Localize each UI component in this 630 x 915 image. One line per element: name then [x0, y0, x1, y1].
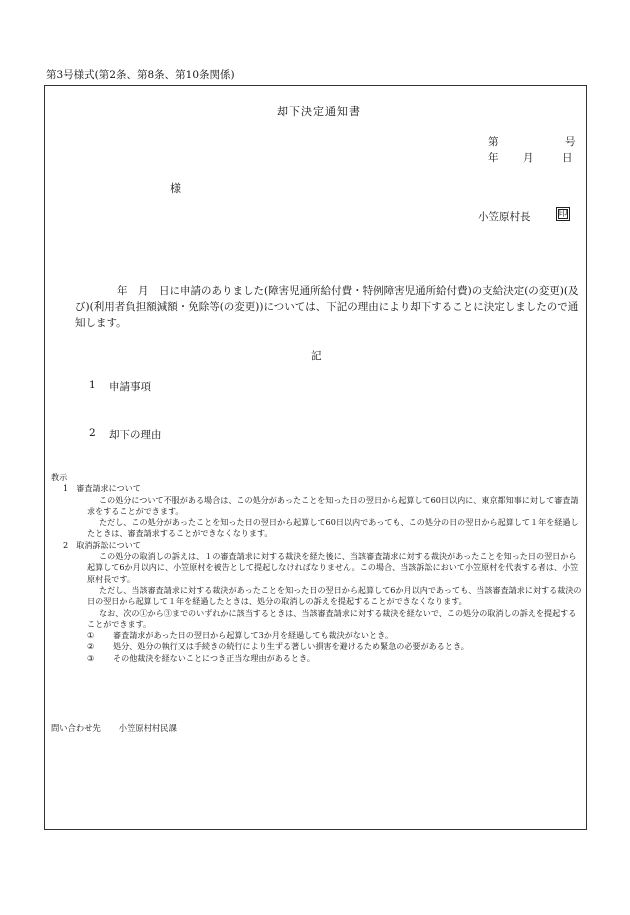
section-1-paragraph-1-text: この処分について不服がある場合は、この処分があったことを知った日の翌日から起算して60日以内に、東京都知事に対して審査請求をすることができます。: [87, 494, 579, 516]
date-day-label: 日: [562, 152, 573, 164]
body-paragraph: 年 月 日に申請のありました(障害児通所給付費・特例障害児通所給付費)の支給決定(の変更)(及び)(利用者負担額減額・免除等(の変更))については、下記の理由により却下することに決定しましたので通知します。: [75, 285, 579, 329]
addressee-suffix: 様: [170, 182, 181, 195]
document-number-suffix: 号: [565, 136, 576, 148]
contact-info: [51, 722, 177, 734]
section-1-paragraph-1: [51, 495, 583, 518]
item-number-2: 2: [89, 427, 96, 439]
document-number-label: 第: [488, 136, 499, 148]
section-2-title: 2 取消訴訟について: [63, 539, 141, 550]
item-label-application: 申請事項: [109, 381, 151, 393]
form-number: 第3号様式(第2条、第8条、第10条関係): [46, 69, 235, 81]
enum-mark-1: ①: [87, 630, 95, 641]
section-2-paragraph-2-text: ただし、当該審査請求に対する裁決があったことを知った日の翌日から起算して6か月以内であっても、当該審査請求に対する裁決の日の翌日から起算して１年を経過したときは、処分の取消しの訴えを提起することができなくなります。: [87, 584, 582, 607]
seal-inner-border: [558, 209, 568, 219]
section-1-paragraph-2: [51, 517, 583, 540]
enum-text-3: その他裁決を経ないことにつき正当な理由があるとき。: [113, 652, 315, 663]
section-1-title: 1 審査請求について: [63, 483, 141, 494]
enum-mark-3: ③: [87, 652, 95, 663]
contact-value: 小笠原村村民課: [118, 723, 177, 733]
section-2-paragraph-3: [51, 608, 583, 631]
notice-form-frame: [44, 85, 587, 830]
item-number-1: 1: [89, 379, 96, 391]
section-2-paragraph-2: [51, 585, 583, 608]
appeal-notice: [51, 472, 583, 664]
section-2-paragraph-1-text: この処分の取消しの訴えは、１の審査請求に対する裁決を経た後に、当該審査請求に対する裁決があったことを知った日の翌日から起算して6か月以内に、小笠原村を被告として提起しなければなりません。この場合、当該訴訟において小笠原村を代表する者は、小笠原村長です。: [87, 551, 579, 584]
enum-text-2: 処分、処分の執行又は手続きの続行により生ずる著しい損害を避けるため緊急の必要があるとき。: [113, 641, 469, 652]
section-2-paragraph-3-text: なお、次の①から③までのいずれかに該当するときは、当該審査請求に対する裁決を経ないで、この処分の取消しの訴えを提起することができます。: [87, 607, 577, 629]
section-2-paragraph-1: [51, 551, 583, 585]
document-title: 却下決定通知書: [277, 105, 361, 118]
enum-item-3: [51, 653, 583, 664]
item-label-reason: 却下の理由: [109, 429, 162, 441]
date-year-label: 年: [488, 152, 499, 164]
seal-mark: [556, 207, 570, 221]
enum-mark-2: ②: [87, 641, 95, 652]
date-month-label: 月: [523, 152, 534, 164]
enum-item-2: [51, 641, 583, 652]
contact-label: 問い合わせ先: [51, 723, 101, 733]
notice-heading: 教示: [51, 472, 68, 482]
enum-text-1: 審査請求があった日の翌日から起算して3か月を経過しても裁決がないとき。: [113, 630, 393, 641]
section-1-paragraph-2-text: ただし、この処分があったことを知った日の翌日から起算して60日以内であっても、この処分の日の翌日から起算して１年を経過したときは、審査請求することができなくなります。: [87, 517, 579, 539]
issuer-name: 小笠原村長: [478, 211, 531, 223]
enum-item-1: [51, 630, 583, 641]
seal-label: 印: [558, 209, 568, 219]
ki-heading: 記: [311, 350, 322, 362]
